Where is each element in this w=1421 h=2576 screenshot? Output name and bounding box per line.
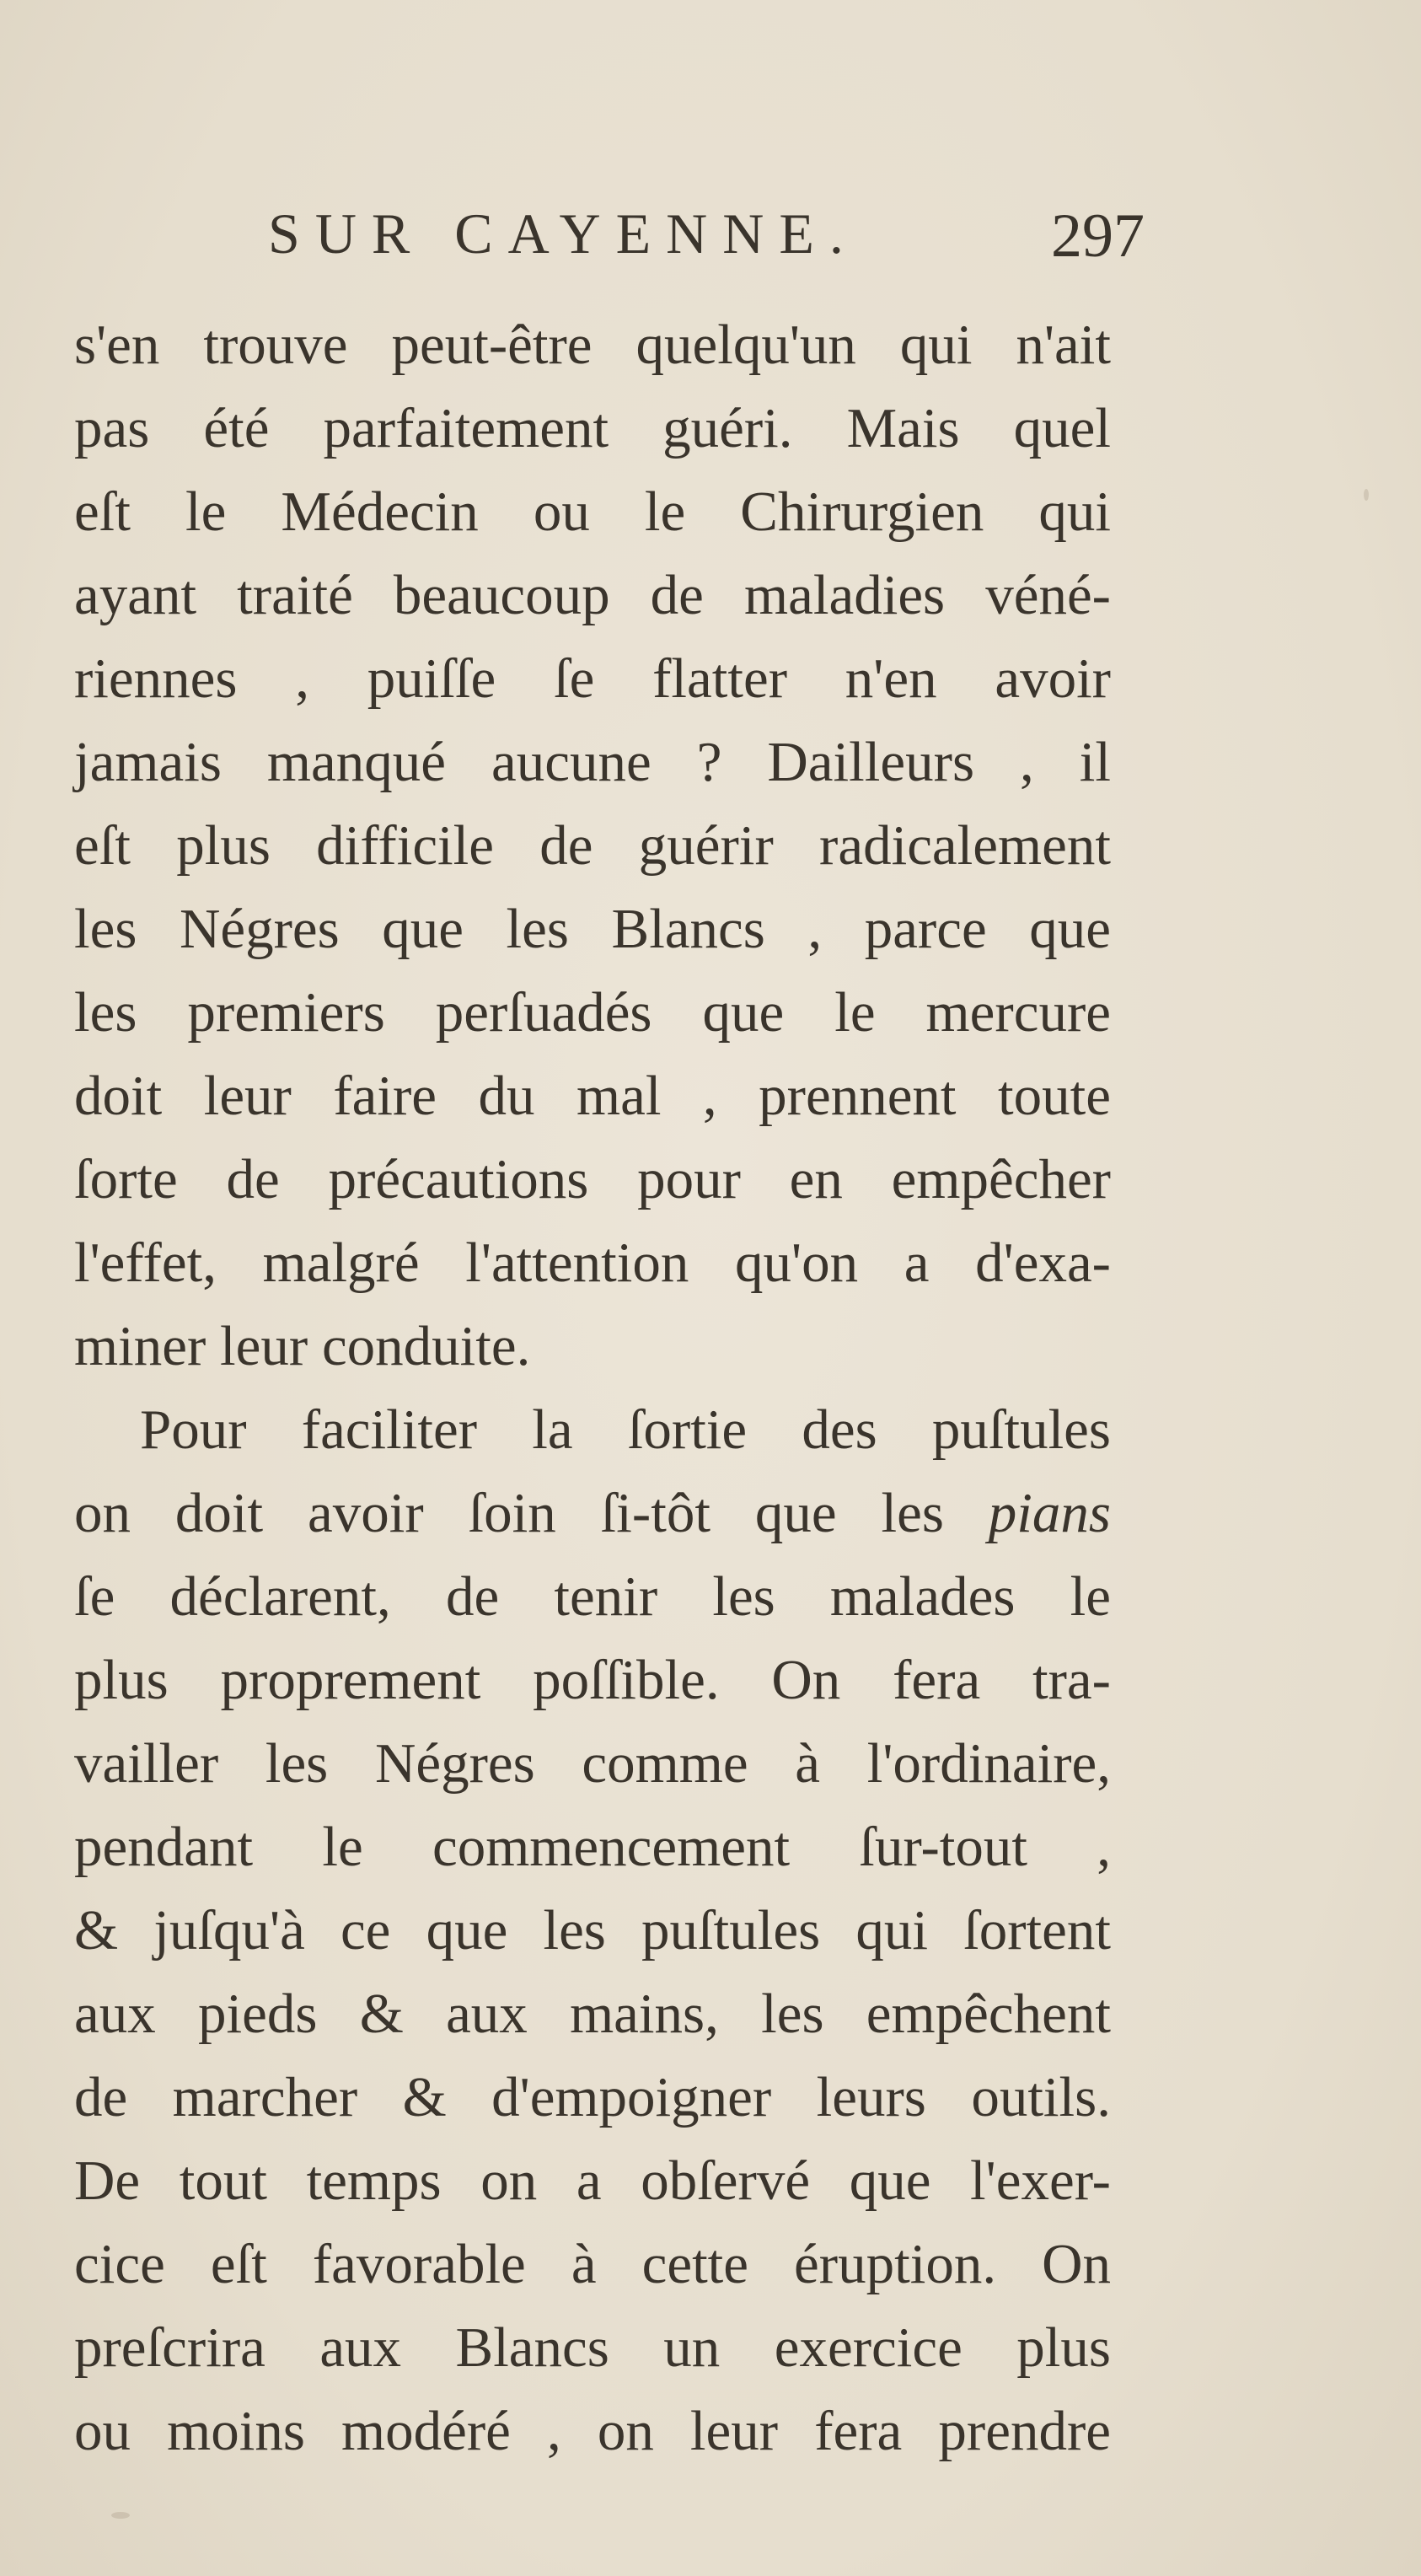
text-line: ſorte de précautions pour en empêcher bbox=[74, 1148, 1111, 1210]
text-line: de marcher & d'empoigner leurs outils. bbox=[74, 2066, 1111, 2128]
page-number: 297 bbox=[1051, 201, 1145, 271]
text-line: riennes , puiſſe ſe flatter n'en avoir bbox=[74, 647, 1111, 710]
text-line: De tout temps on a obſervé que l'exer- bbox=[74, 2149, 1111, 2212]
text-line: ſe déclarent, de tenir les malades le bbox=[74, 1565, 1111, 1628]
text-line: plus proprement poſſible. On fera tra- bbox=[74, 1649, 1111, 1711]
text-line: eſt plus difficile de guérir radicalement bbox=[74, 814, 1111, 877]
italic-word: pians bbox=[988, 1482, 1111, 1544]
text-line bbox=[74, 1472, 1111, 1555]
text-line: miner leur conduite. bbox=[74, 1315, 531, 1377]
text-line: preſcrira aux Blancs un exercice plus bbox=[74, 2316, 1111, 2379]
text-line: aux pieds & aux mains, les empêchent bbox=[74, 1983, 1111, 2045]
paper-speck bbox=[1364, 489, 1369, 501]
text-line: pas été parfaitement guéri. Mais quel bbox=[74, 397, 1111, 459]
text-line: doit leur faire du mal , prennent toute bbox=[74, 1065, 1111, 1127]
paper-speck bbox=[111, 2512, 130, 2519]
paragraph-first-line: Pour faciliter la ſortie des puſtules bbox=[140, 1398, 1111, 1461]
text-line: eſt le Médecin ou le Chirurgien qui bbox=[74, 480, 1111, 543]
text-line: l'effet, malgré l'attention qu'on a d'exa- bbox=[74, 1232, 1111, 1294]
text-line: & juſqu'à ce que les puſtules qui ſortent bbox=[74, 1899, 1111, 1962]
text-line: vailler les Négres comme à l'ordinaire, bbox=[74, 1732, 1111, 1795]
running-title: SUR CAYENNE. bbox=[268, 201, 859, 266]
text-line: ou moins modéré , on leur fera prendre bbox=[74, 2400, 1111, 2462]
text-fragment: on doit avoir ſoin ſi-tôt que les bbox=[74, 1482, 989, 1544]
text-line: pendant le commencement ſur-tout , bbox=[74, 1816, 1111, 1878]
body-text bbox=[74, 303, 1111, 2473]
running-head bbox=[268, 201, 1145, 276]
text-line: s'en trouve peut-être quelqu'un qui n'ait bbox=[74, 314, 1111, 376]
text-line: les premiers perſuadés que le mercure bbox=[74, 981, 1111, 1044]
text-line: ayant traité beaucoup de maladies véné- bbox=[74, 564, 1111, 626]
text-line: les Négres que les Blancs , parce que bbox=[74, 898, 1111, 960]
text-line: cice eſt favorable à cette éruption. On bbox=[74, 2233, 1111, 2295]
text-line: jamais manqué aucune ? Dailleurs , il bbox=[74, 731, 1111, 793]
